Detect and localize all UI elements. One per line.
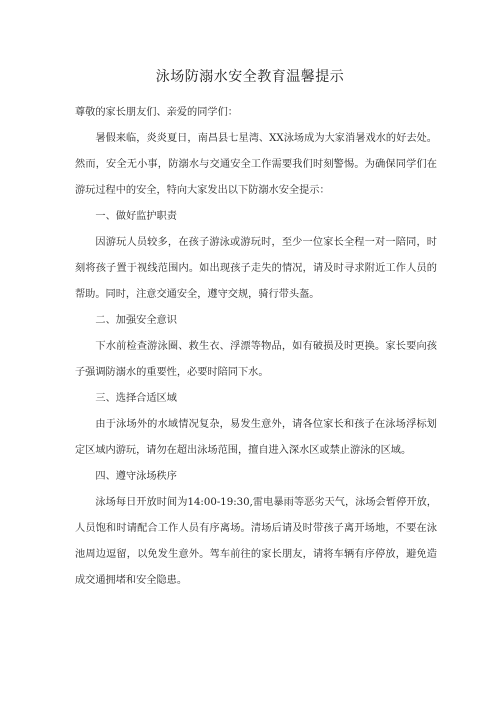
section-heading-2: 二、加强安全意识 xyxy=(95,315,177,326)
greeting-paragraph: 尊敬的家长朋友们、亲爱的同学们： xyxy=(75,107,238,118)
document-body xyxy=(75,100,437,594)
section-heading-1: 一、做好监护职责 xyxy=(95,211,177,222)
document-title: 泳场防溺水安全教育温馨提示 xyxy=(155,69,345,85)
intro-paragraph: 暑假来临，炎炎夏日，南昌县七星湾、XX泳场成为大家消暑戏水的好去处。然而，安全无小事，防溺水与交通安全工作需要我们时刻警惕。为确保同学们在游玩过程中的安全，特向大家发出以下防溺水安全提示： xyxy=(75,133,437,196)
section-heading-4: 四、遵守泳场秩序 xyxy=(95,471,177,482)
section-body-4: 泳场每日开放时间为14:00-19:30,雷电暴雨等恶劣天气，泳场会暂停开放，人员饱和时请配合工作人员有序离场。清场后请及时带孩子离开场地，不要在泳池周边逗留，以免发生意外。驾车前往的家长朋友，请将车辆有序停放，避免造成交通拥堵和安全隐患。 xyxy=(75,497,437,586)
section-heading-3: 三、选择合适区域 xyxy=(95,393,177,404)
section-body-3: 由于泳场外的水域情况复杂，易发生意外，请各位家长和孩子在泳场浮标划定区域内游玩，请勿在超出泳场范围，擅自进入深水区或禁止游泳的区域。 xyxy=(75,419,437,456)
section-body-2: 下水前检查游泳圈、救生衣、浮漂等物品，如有破损及时更换。家长要向孩子强调防溺水的重要性，必要时陪同下水。 xyxy=(75,341,437,378)
section-body-1: 因游玩人员较多，在孩子游泳或游玩时，至少一位家长全程一对一陪同，时刻将孩子置于视线范围内。如出现孩子走失的情况，请及时寻求附近工作人员的帮助。同时，注意交通安全，遵守交规，骑行带头盔。 xyxy=(75,237,437,300)
